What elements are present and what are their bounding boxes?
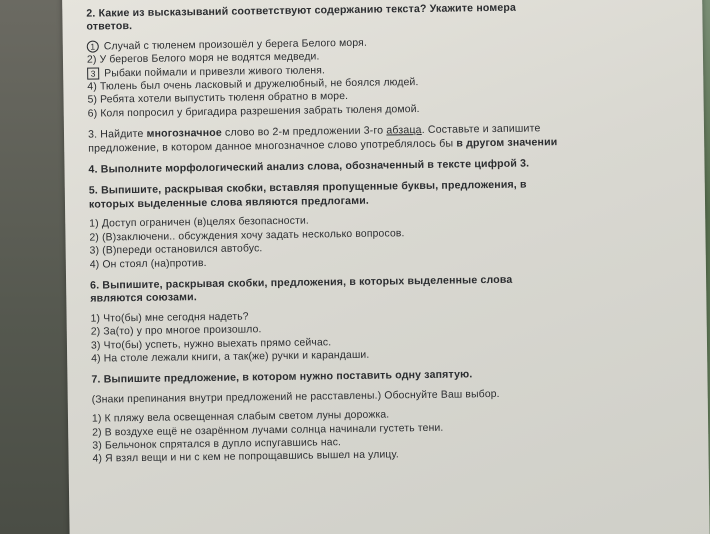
task7-item-1: 1) К пляжу вела освещенная слабым светом луны дорожка. [91, 409, 390, 425]
task5-title-line2: которых выделенные слова являются предлогами. [88, 194, 370, 211]
circled-number-marker: 1 [87, 40, 99, 52]
worksheet-paper [62, 0, 710, 534]
task2-title-line2: ответов. [86, 20, 133, 34]
task2-item-4: 4) Тюлень был очень ласковый и дружелюбный, не боялся людей. [87, 77, 419, 93]
task6-item-4: 4) На столе лежали книги, а так(же) ручки и карандаши. [91, 349, 370, 365]
task5-list [89, 210, 690, 272]
task5-item-2: 2) (В)заключени.. обсуждения хочу задать несколько вопросов. [89, 227, 405, 244]
task7-item-4: 4) Я взял вещи и ни с кем не попрощавшись вышел на улицу. [92, 449, 399, 465]
task2-title-line1: 2. Какие из высказываний соответствуют содержанию текста? Укажите номера [86, 1, 517, 20]
task7-title-line: 7. Выпишите предложение, в котором нужно поставить одну запятую. [91, 368, 473, 386]
task6-item-1: 1) Что(бы) мне сегодня надеть? [90, 311, 249, 325]
task2-list [87, 32, 688, 121]
task3-line1: 3. Найдите многозначное слово во 2-м предложении 3-го абзаца. Составьте и запишите [87, 122, 541, 141]
task6-list [91, 304, 692, 366]
task2-item-2: 2) У берегов Белого моря не водятся медведи. [86, 51, 320, 66]
task3 [88, 121, 688, 156]
task2-item-6: 6) Коля попросил у бригадира разрешения забрать тюленя домой. [87, 103, 420, 120]
task4-line: 4. Выполните морфологический анализ слова, обозначенный в тексте цифрой 3. [88, 157, 530, 176]
task7-title [91, 366, 691, 388]
boxed-number-marker: 3 [87, 67, 99, 79]
task2-item-1: 1 Случай с тюленем произошёл у берега Белого моря. [87, 32, 687, 54]
task6-item-3: 3) Что(бы) успеть, нужно выехать прямо сейчас. [90, 336, 332, 352]
task6-title-line1: 6. Выпишите, раскрывая скобки, предложения, в которых выделенные слова [90, 273, 513, 292]
task5-title-line1: 5. Выпишите, раскрывая скобки, вставляя пропущенные буквы, предложения, в [88, 179, 527, 198]
task5-item-1: 1) Доступ ограничен (в)целях безопасности. [89, 215, 310, 230]
task6-title-line2: являются союзами. [90, 291, 197, 305]
task2-item-5: 5) Ребята хотели выпустить тюленя обратно в море. [87, 91, 349, 107]
task7-note-line: (Знаки препинания внутри предложений не расставлены.) Обоснуйте Ваш выбор. [91, 388, 500, 406]
task7-note [92, 385, 692, 407]
worksheet-content [86, 0, 692, 466]
task5-title [89, 177, 689, 212]
task2-title [86, 0, 686, 34]
task4 [88, 155, 688, 177]
task3-line2: предложение, в котором данное многозначное слово употреблялось бы в другом значении [88, 135, 558, 155]
task7-item-3: 3) Бельчонок спрятался в дупло испугавшись нас. [92, 437, 342, 452]
task6-title [90, 271, 690, 306]
task2-item-3: 3 Рыбаки поймали и привезли живого тюленя. [87, 59, 687, 81]
task5-item-3: 3) (В)переди остановился автобус. [89, 243, 263, 257]
background-left [0, 0, 70, 534]
task7-item-2: 2) В воздухе ещё не озарённом лучами солнца начинали густеть тени. [92, 422, 444, 439]
task7-list [92, 404, 693, 466]
task6-item-2: 2) За(то) у про многое произошло. [90, 324, 262, 338]
task5-item-4: 4) Он стоял (на)против. [89, 257, 207, 271]
